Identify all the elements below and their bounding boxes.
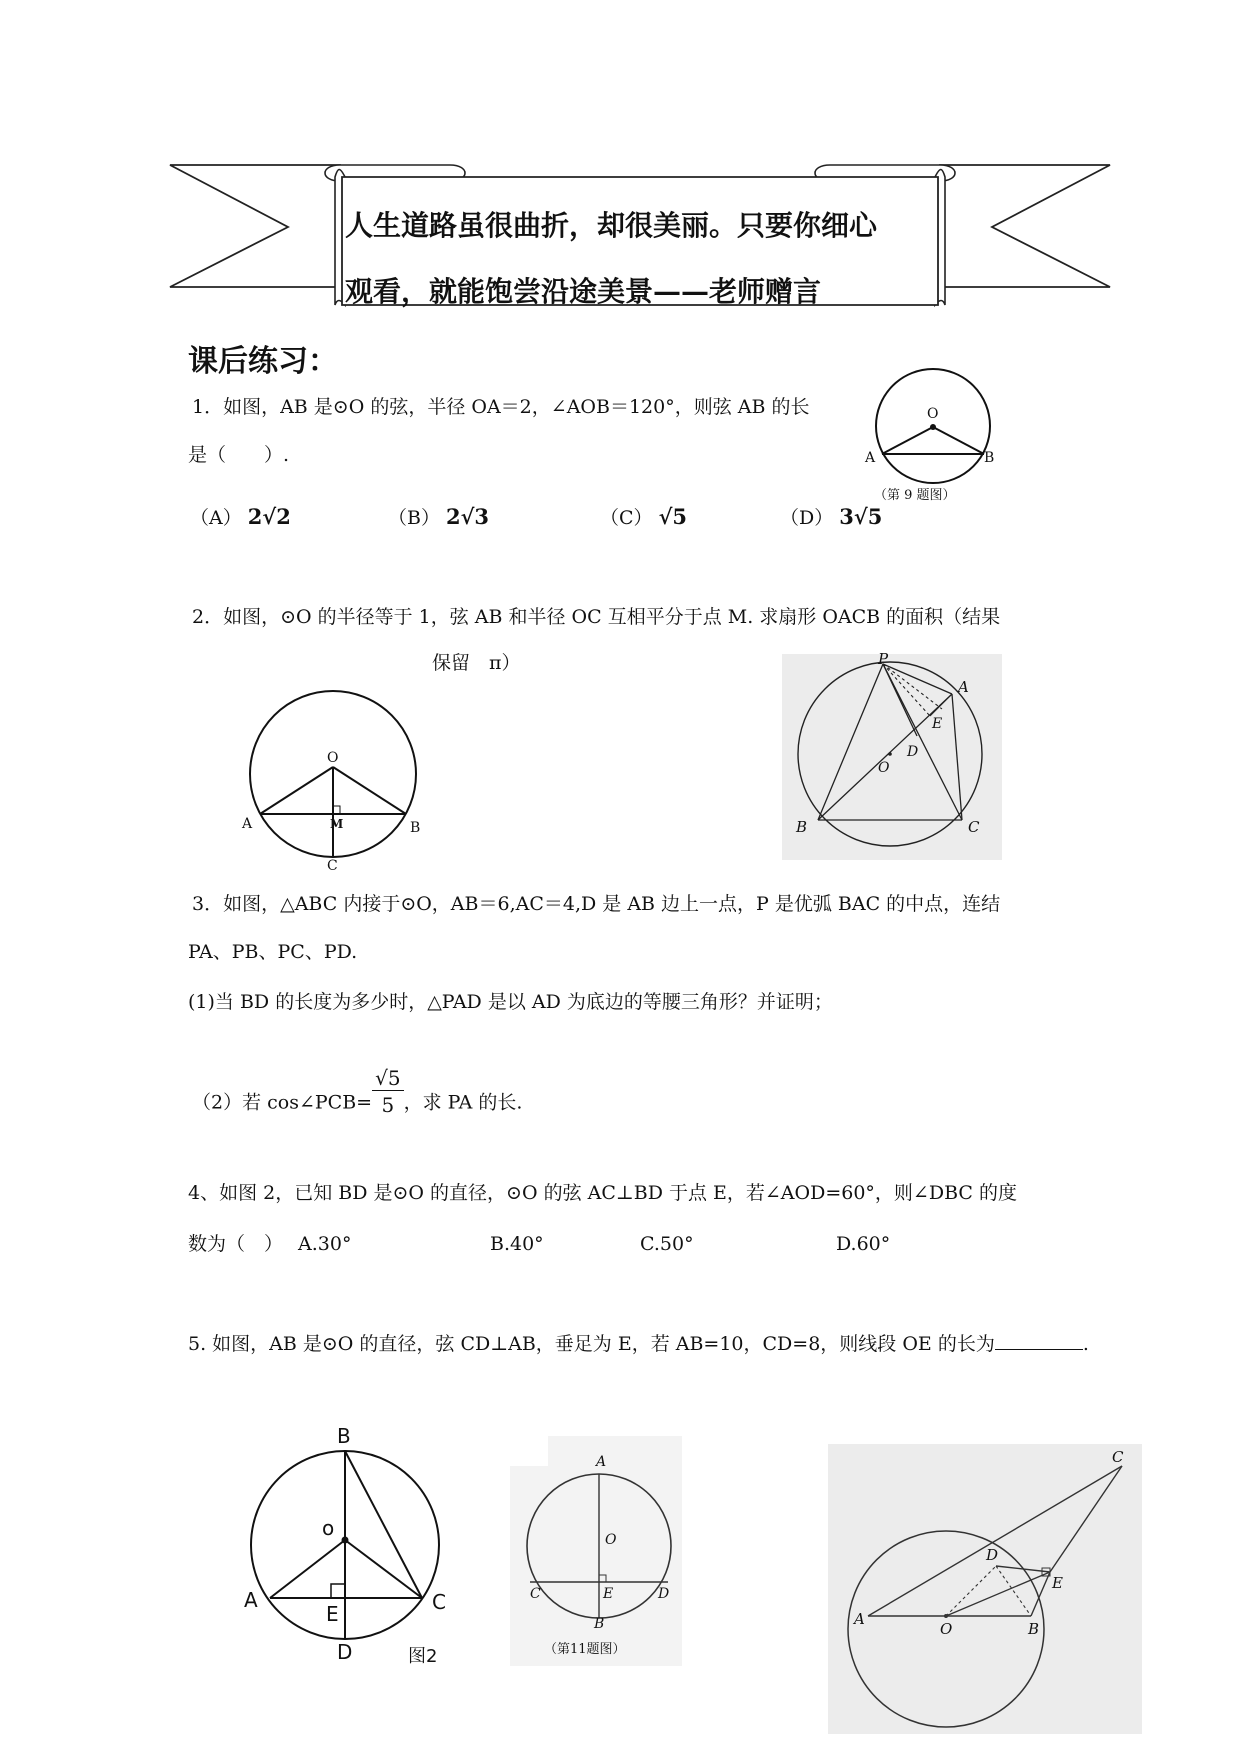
q1-option-value: 2√2 [247, 504, 291, 529]
q3-fig-label-o: O [878, 760, 890, 776]
q1-fig-label-o: O [927, 406, 939, 422]
fig2-label-e: E [326, 1602, 339, 1626]
q4-option-b: B.40° [490, 1233, 544, 1255]
fig2-label-a: A [244, 1588, 258, 1612]
motto-line-2: 观看，就能饱尝沿途美景——老师赠言 [345, 275, 822, 308]
q4-option-c: C.50° [640, 1233, 694, 1255]
q2-fig-label-o: O [327, 750, 339, 766]
fig11-label-d: D [658, 1586, 670, 1602]
motto-line-1: 人生道路虽很曲折，却很美丽。只要你细心 [345, 209, 878, 242]
q4-line-1: 4、如图 2，已知 BD 是⊙O 的直径，⊙O 的弦 AC⊥BD 于点 E，若∠AOD=60°，则∠DBC 的度 [188, 1182, 1017, 1204]
fig2-label-o: o [322, 1516, 335, 1540]
figure-2 [230, 1418, 470, 1668]
q1-option-value: 2√3 [446, 504, 490, 529]
fig11-label-c: C [530, 1586, 541, 1602]
figure-11-drawing [510, 1436, 682, 1666]
fig3-label-d: D [986, 1546, 999, 1564]
fig11-label-a: A [596, 1454, 607, 1470]
q1-fig-label-a: A [865, 450, 876, 466]
q3-line-1: 3．如图，△ABC 内接于⊙O，AB＝6,AC＝4,D 是 AB 边上一点，P 是优弧 BAC 的中点，连结 [192, 893, 1001, 915]
q3-figure [782, 650, 1002, 860]
q1-figure [860, 362, 1000, 503]
fig3-label-o: O [940, 1620, 953, 1638]
q1-line-2: 是（ ）. [188, 444, 290, 466]
q1-option-label: （B） [388, 507, 440, 529]
fig3-label-c: C [1112, 1448, 1124, 1466]
q3-fig-label-e: E [932, 716, 943, 732]
fig2-caption: 图2 [408, 1646, 438, 1667]
q3-part-2-prefix: （2）若 cos∠PCB= [192, 1091, 373, 1114]
q1-option-label: （A） [190, 507, 242, 529]
fig11-label-e: E [603, 1586, 614, 1602]
q5-line [188, 1333, 1089, 1354]
fig2-label-d: D [337, 1640, 353, 1664]
q1-option-c [600, 506, 687, 528]
fig3-label-b: B [1028, 1620, 1040, 1638]
fig2-label-b: B [337, 1424, 351, 1448]
fig3-label-e: E [1052, 1574, 1063, 1592]
q2-fig-label-b: B [410, 820, 421, 836]
q2-figure [230, 684, 430, 874]
q3-part-1: (1)当 BD 的长度为多少时，△PAD 是以 AD 为底边的等腰三角形？并证明； [188, 991, 833, 1013]
q3-fraction-denominator: 5 [381, 1093, 395, 1117]
q3-part-2 [192, 1066, 523, 1117]
fig11-label-b: B [594, 1616, 605, 1632]
q3-fig-label-c: C [968, 818, 980, 836]
q3-cos-fraction [372, 1068, 403, 1115]
q4-option-d: D.60° [836, 1233, 891, 1255]
q5-answer-blank[interactable] [995, 1333, 1083, 1350]
q1-option-label: （C） [600, 507, 653, 529]
q1-fig-label-b: B [984, 450, 995, 466]
q3-fig-label-p: P [878, 650, 889, 668]
q1-option-d [780, 506, 882, 528]
q2-line-1: 2．如图，⊙O 的半径等于 1，弦 AB 和半径 OC 互相平分于点 M. 求扇形 OACB 的面积（结果 [192, 606, 1001, 628]
q1-option-b [388, 506, 489, 528]
q5-end: . [1082, 1333, 1089, 1355]
q4-line-2-prefix: 数为（ ） [188, 1233, 284, 1255]
figure-3 [828, 1444, 1142, 1734]
q1-option-value: 3√5 [839, 504, 883, 529]
q5-text: 5. 如图，AB 是⊙O 的直径，弦 CD⊥AB，垂足为 E，若 AB=10，CD=8，则线段 OE 的长为 [188, 1333, 995, 1355]
q3-part-2-suffix: ，求 PA 的长. [403, 1091, 523, 1114]
q1-option-value: √5 [658, 504, 688, 529]
q1-line-1: 1．如图，AB 是⊙O 的弦，半径 OA＝2，∠AOB＝120°，则弦 AB 的长 [192, 396, 810, 418]
fig3-label-a: A [854, 1610, 865, 1628]
q3-line-2: PA、PB、PC、PD. [188, 941, 358, 963]
q1-fig-caption: （第 9 题图） [874, 488, 956, 503]
fig11-caption: （第11题图） [544, 1642, 626, 1657]
q2-line-2: 保留 π） [432, 652, 521, 674]
q3-fraction-numerator: √5 [372, 1068, 403, 1091]
q1-option-a [190, 506, 291, 528]
fig2-label-c: C [432, 1590, 446, 1614]
q2-fig-label-a: A [242, 816, 253, 832]
q3-fig-label-d: D [907, 744, 919, 760]
q1-option-label: （D） [780, 507, 834, 529]
q3-fig-label-a: A [958, 678, 969, 696]
exercise-heading: 课后练习： [188, 344, 338, 379]
q2-fig-label-c: C [327, 858, 338, 874]
fig11-label-o: O [605, 1532, 617, 1548]
q4-option-a: A.30° [298, 1233, 352, 1255]
q3-fig-label-b: B [796, 818, 808, 836]
q2-fig-label-m: M [330, 817, 344, 831]
